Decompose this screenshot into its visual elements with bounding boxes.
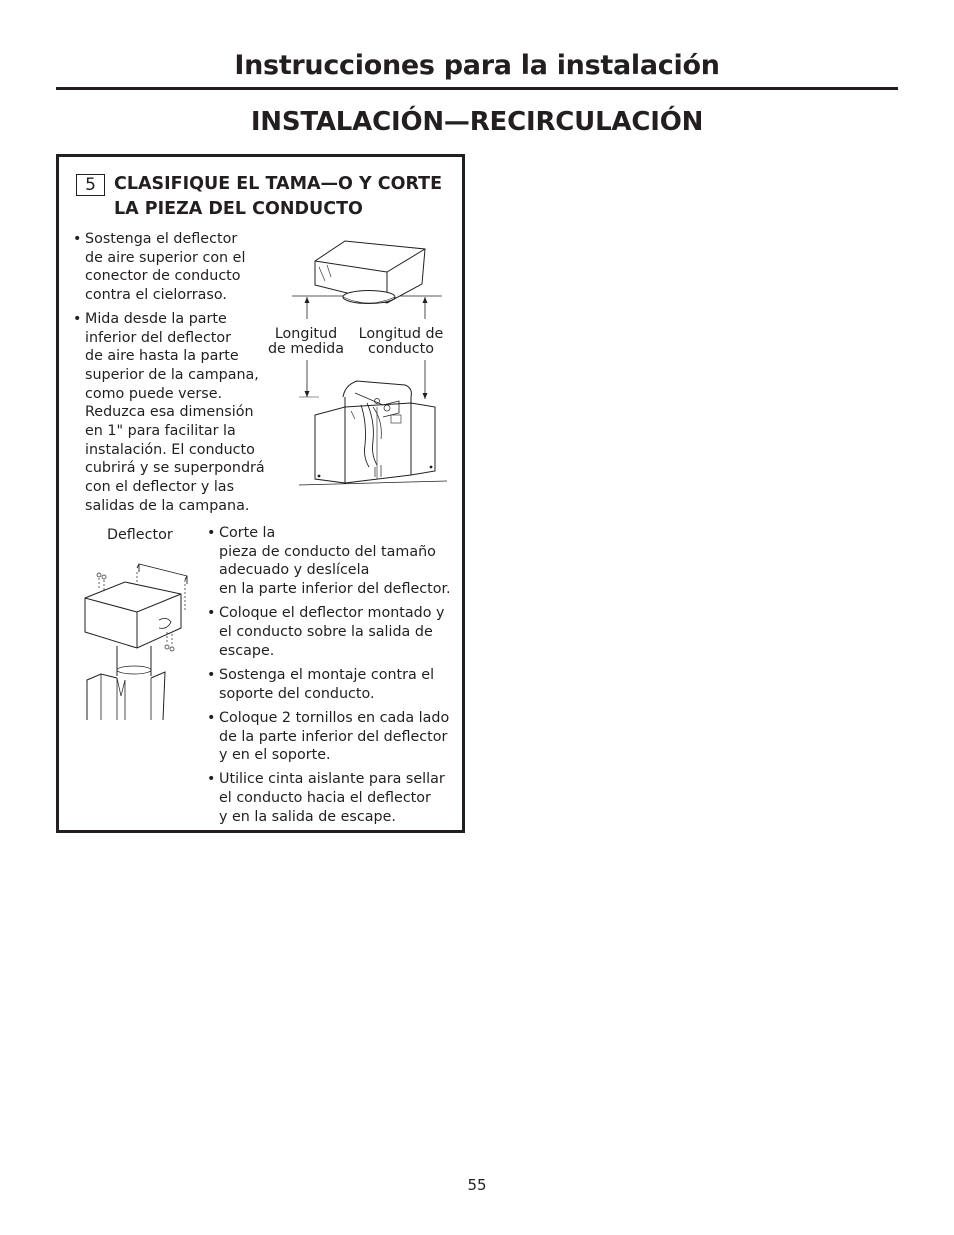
bullet-glyph: • (207, 709, 216, 726)
duct-measurement-illustration (287, 235, 457, 515)
bullet-line: soporte del conducto. (219, 685, 375, 702)
bullet-line: salidas de la campana. (85, 497, 250, 514)
bullet-line: Corte la (219, 525, 276, 541)
bullet-line: inferior del deflector (85, 329, 232, 346)
bullet-line: y en el soporte. (219, 747, 331, 764)
page-number: 55 (467, 1176, 487, 1194)
instruction-bullet (207, 666, 457, 703)
label-duct-length (353, 327, 449, 357)
bullet-glyph: • (207, 666, 216, 683)
step-number-badge: 5 (76, 174, 105, 196)
bullet-line: el conducto sobre la salida de (219, 624, 433, 641)
bullet-line: con el deflector y las (85, 479, 235, 496)
bullet-line: y en la salida de escape. (219, 808, 396, 825)
bullet-line: contra el cielorraso. (85, 287, 227, 304)
bullet-line: de aire hasta la parte (85, 348, 239, 365)
label-line: conducto (367, 341, 435, 357)
instruction-bullet (73, 230, 283, 305)
bullet-line: instalación. El conducto (85, 441, 255, 458)
bullet-line: Coloque 2 tornillos en cada lado (219, 709, 450, 726)
instruction-bullet (73, 310, 283, 516)
bullet-line: superior de la campana, (85, 366, 259, 383)
bullet-line: de aire superior con el (85, 249, 246, 266)
instruction-bullet (207, 709, 457, 765)
bullet-glyph: • (207, 605, 216, 622)
label-line: de medida (267, 341, 345, 357)
bullet-line: de la parte inferior del deflector (219, 728, 448, 745)
bullet-line: Reduzca esa dimensión (85, 404, 254, 421)
label-deflector: Deflector (107, 527, 173, 543)
step-title-line: LA PIEZA DEL CONDUCTO (114, 199, 363, 219)
bullet-line: como puede verse. (85, 385, 223, 402)
bullet-line: conector de conducto (85, 268, 241, 285)
bullet-line: pieza de conducto del tamaño (219, 543, 436, 560)
instruction-bullet (207, 770, 457, 826)
bullet-glyph: • (73, 231, 82, 247)
bullet-line: Mida desde la parte (85, 310, 227, 327)
bullet-line: Sostenga el montaje contra el (219, 666, 435, 683)
bullet-line: el conducto hacia el deflector (219, 790, 431, 807)
bullet-line: Coloque el deflector montado y (219, 605, 445, 622)
bullet-glyph: • (207, 771, 216, 788)
bullet-line: Sostenga el deflector (85, 231, 238, 247)
bullet-line: en la parte inferior del deflector. (219, 581, 451, 598)
instruction-bullet (207, 604, 457, 660)
label-line: Longitud (274, 326, 338, 342)
instructions-bottom (207, 524, 457, 827)
step-5-panel (56, 154, 465, 833)
header-divider (56, 87, 898, 90)
label-measured-length (265, 327, 347, 357)
bullet-line: escape. (219, 642, 275, 659)
bullet-glyph: • (73, 310, 82, 327)
bullet-line: en 1" para facilitar la (85, 423, 236, 440)
step-title (114, 172, 444, 222)
instructions-top (73, 230, 283, 516)
bullet-glyph: • (207, 525, 216, 541)
bullet-line: cubrirá y se superpondrá (85, 460, 265, 477)
page-title: Instrucciones para la instalación (234, 50, 720, 81)
bullet-line: Utilice cinta aislante para sellar (219, 771, 445, 788)
deflector-assembly-illustration (81, 552, 201, 722)
label-line: Longitud de (358, 326, 444, 342)
section-title: INSTALACIÓN—RECIRCULACIÓN (250, 107, 704, 137)
step-title-line: CLASIFIQUE EL TAMA—O Y CORTE (114, 174, 443, 194)
instruction-bullet (207, 524, 457, 599)
bullet-line: adecuado y deslícela (219, 562, 370, 579)
